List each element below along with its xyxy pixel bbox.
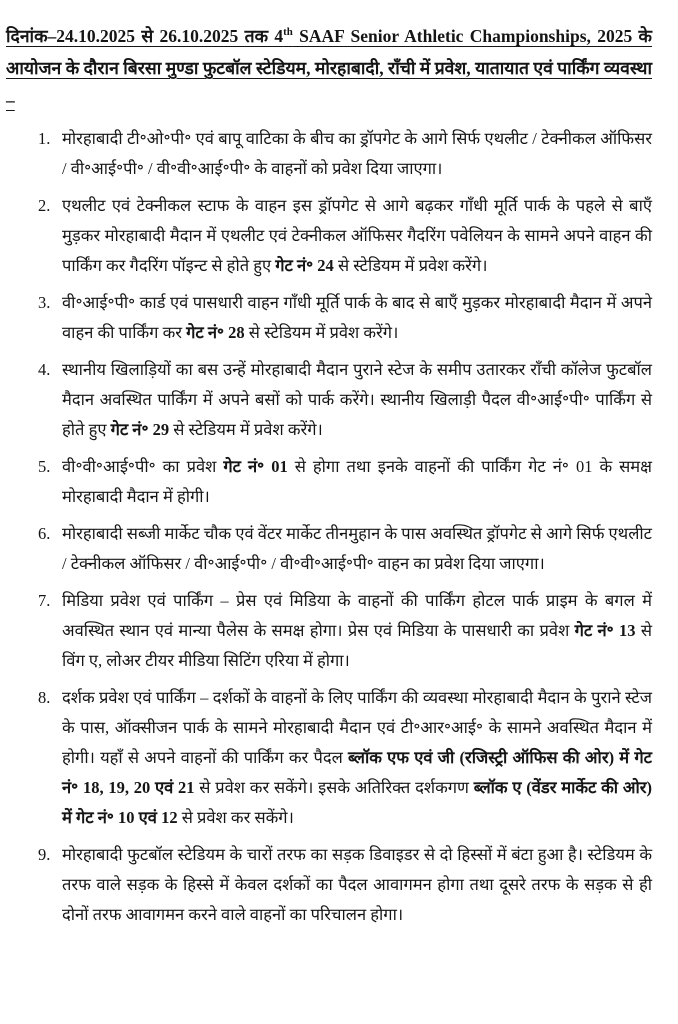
list-item-text (62, 129, 652, 178)
list-item-text (62, 591, 652, 670)
list-item (38, 191, 652, 281)
bold-highlight-text: ब्लॉक ए (वेंडर मार्केट की ओर) में गेट नं॰ 10 एवं 12 (62, 778, 652, 827)
list-item-text (62, 196, 652, 275)
bold-highlight-text: गेट नं॰ 13 (574, 621, 636, 640)
text-segment: से विंग ए, लोअर टीयर मीडिया सिटिंग एरिया में होगा। (62, 621, 652, 670)
list-item (38, 840, 652, 930)
text-segment: स्थानीय खिलाड़ियों का बस उन्हें मोरहाबादी मैदान पुराने स्टेज के समीप उतारकर राँची कॉलेज फुटबॉल मैदान अवस्थित पार्किंग में अपने बसों को पार्क करेंगे। स्थानीय खिलाड़ी पैदल वी॰आई॰पी॰ पार्किंग से होते हुए (62, 360, 652, 439)
list-item (38, 452, 652, 512)
list-item-text (62, 293, 652, 342)
instruction-list (6, 124, 652, 930)
list-item-number: 9. (38, 845, 51, 864)
list-item-number: 7. (38, 591, 51, 610)
text-segment: मोरहाबादी सब्जी मार्केट चौक एवं वेंटर मार्केट तीनमुहान के पास अवस्थित ड्रॉपगेट से आगे सिर्फ एथलीट / टेक्नीकल ऑफिसर / वी॰आई॰पी॰ / वी॰वी॰आई॰पी॰ वाहन का प्रवेश दिया जाएगा। (62, 524, 652, 573)
text-segment: मोरहाबादी टी॰ओ॰पी॰ एवं बापू वाटिका के बीच का ड्रॉपगेट के आगे सिर्फ एथलीट / टेक्नीकल ऑफिसर / वी॰आई॰पी॰ / वी॰वी॰आई॰पी॰ के वाहनों को प्रवेश दिया जाएगा। (62, 129, 652, 178)
text-segment: मोरहाबादी फुटबॉल स्टेडियम के चारों तरफ का सड़क डिवाइडर से दो हिस्सों में बंटा हुआ है। स्टेडियम के तरफ वाले सड़क के हिस्से में केवल दर्शकों का पैदल आवागमन होगा तथा दूसरे तरफ के सड़क से ही दोनों तरफ आवागमन करने वाले वाहनों का परिचालन होगा। (62, 845, 652, 924)
text-segment: वी॰वी॰आई॰पी॰ का प्रवेश (62, 457, 224, 476)
list-item-text (62, 524, 652, 573)
list-item (38, 288, 652, 348)
list-item-number: 5. (38, 457, 51, 476)
list-item-number: 3. (38, 293, 51, 312)
list-item-number: 4. (38, 360, 51, 379)
list-item (38, 683, 652, 833)
text-segment: एथलीट एवं टेक्नीकल स्टाफ के वाहन इस ड्रॉपगेट से आगे बढ़कर गाँधी मूर्ति पार्क के पहले से बाएँ मुड़कर मोरहाबादी मैदान में एथलीट एवं टेक्नीकल ऑफिसर गैदरिंग पवेलियन के सामने अपने वाहन की पार्किंग कर गैदरिंग पॉइन्ट से होते हुए (62, 196, 652, 275)
list-item (38, 519, 652, 579)
list-item-text (62, 845, 652, 924)
text-segment: दिनांक–24.10.2025 से 26.10.2025 तक 4 (6, 26, 284, 46)
list-item-number: 6. (38, 524, 51, 543)
document-title (6, 20, 652, 116)
bold-highlight-text: गेट नं॰ 24 (275, 256, 334, 275)
bold-highlight-text: गेट नं॰ 01 (223, 457, 288, 476)
list-item-text (62, 457, 652, 506)
text-segment: से होगा तथा इनके वाहनों की पार्किंग गेट नं॰ 01 के समक्ष मोरहाबादी मैदान में होगी। (62, 457, 652, 506)
bold-highlight-text: गेट नं॰ 28 (186, 323, 245, 342)
text-segment: से प्रवेश कर सकेंगे। (177, 808, 294, 827)
list-item-text (62, 360, 652, 439)
text-segment: से स्टेडियम में प्रवेश करेंगे। (244, 323, 399, 342)
bold-highlight-text: गेट नं॰ 29 (110, 420, 170, 439)
list-item-text (62, 688, 652, 827)
text-segment: वी॰आई॰पी॰ कार्ड एवं पासधारी वाहन गाँधी मूर्ति पार्क के बाद से बाएँ मुड़कर मोरहाबादी मैदान में अपने वाहन की पार्किंग कर (62, 293, 652, 342)
text-segment: से स्टेडियम में प्रवेश करेंगे। (333, 256, 488, 275)
list-item (38, 586, 652, 676)
text-segment: मिडिया प्रवेश एवं पार्किंग – प्रेस एवं मिडिया के वाहनों की पार्किंग होटल पार्क प्राइम के बगल में अवस्थित स्थान एवं मान्या पैलेस के समक्ष होगा। प्रेस एवं मिडिया के पासधारी का प्रवेश (62, 591, 652, 640)
superscript-text: th (283, 26, 293, 39)
list-item (38, 355, 652, 445)
text-segment: SAAF Senior Athletic Championships, 2025 के आयोजन के दौरान बिरसा मुण्डा फुटबॉल स्टेडियम, मोरहाबादी, राँची में प्रवेश, यातायात एवं पार्किंग व्यवस्था – (6, 26, 652, 110)
list-item (38, 124, 652, 184)
text-segment: से स्टेडियम में प्रवेश करेंगे। (169, 420, 323, 439)
list-item-number: 8. (38, 688, 51, 707)
list-item-number: 2. (38, 196, 51, 215)
bold-highlight-text: ब्लॉक एफ एवं जी (रजिस्ट्री ऑफिस की ओर) में गेट नं॰ 18, 19, 20 एवं 21 (62, 748, 652, 797)
list-item-number: 1. (38, 129, 51, 148)
text-segment: से प्रवेश कर सकेंगे। इसके अतिरिक्त दर्शकगण (194, 778, 474, 797)
text-segment: दर्शक प्रवेश एवं पार्किंग – दर्शकों के वाहनों के लिए पार्किंग की व्यवस्था मोरहाबादी मैदान के पुराने स्टेज के पास, ऑक्सीजन पार्क के सामने मोरहाबादी मैदान एवं टी॰आर॰आई॰ के सामने अवस्थित मैदान में होगी। यहाँ से अपने वाहनों की पार्किंग कर पैदल (62, 688, 652, 767)
